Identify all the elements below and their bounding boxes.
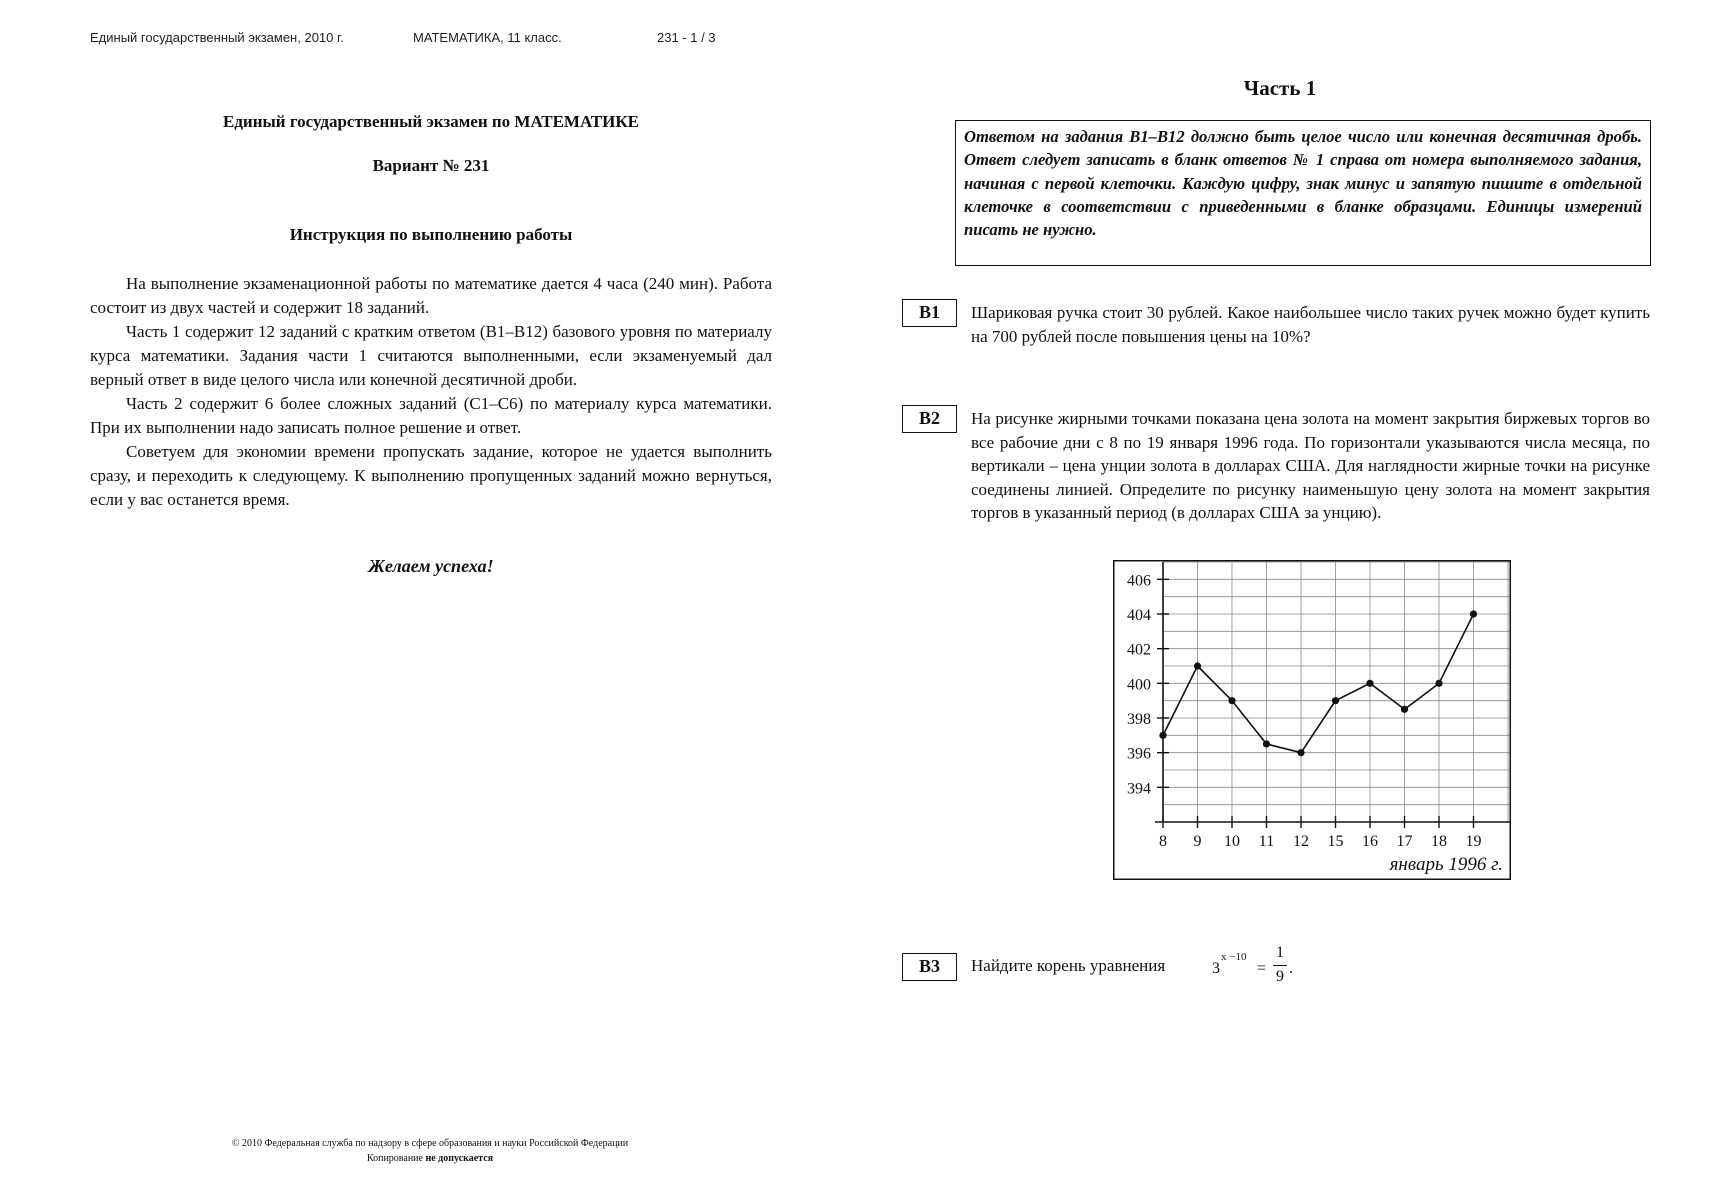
equation-base: 3 <box>1212 960 1220 977</box>
task-text-b1: Шариковая ручка стоит 30 рублей. Какое наибольшее число таких ручек можно будет купить на 700 рублей после повышения цены на 10%? <box>971 303 1650 346</box>
y-tick-label: 402 <box>1127 641 1151 659</box>
instruction-title: Инструкция по выполнению работы <box>289 225 573 244</box>
x-tick-label: 16 <box>1362 833 1378 850</box>
instruction-paragraph: Советуем для экономии времени пропускать задание, которое не удается выполнить сразу, и переходить к следующему. К выполнению пропущенных заданий можно вернуться, если у вас останется время. <box>90 442 772 509</box>
data-point <box>1366 680 1373 687</box>
part-title: Часть 1 <box>1243 76 1317 100</box>
task-label-b3: B3 <box>902 953 957 981</box>
task-b3-prompt: Найдите корень уравнения <box>971 956 1166 975</box>
data-point <box>1401 706 1408 713</box>
x-tick-label: 12 <box>1293 833 1309 850</box>
chart-axes <box>1155 562 1510 822</box>
data-point <box>1159 732 1166 739</box>
data-point <box>1263 740 1270 747</box>
fraction-numerator: 1 <box>1276 944 1284 961</box>
footer <box>160 1136 700 1166</box>
x-tick-label: 8 <box>1159 833 1167 850</box>
instruction-paragraph: Часть 1 содержит 12 заданий с кратким ответом (В1–В12) базового уровня по материалу курса математики. Задания части 1 считаются выполненными, если экзаменуемый дал верный ответ в виде целого числа или конечной десятичной дроби. <box>90 322 772 389</box>
equation-exponent: x −10 <box>1221 951 1247 963</box>
data-point <box>1435 680 1442 687</box>
wish-text: Желаем успеха! <box>368 556 494 576</box>
header-subject: МАТЕМАТИКА, 11 класс. <box>413 30 562 45</box>
answer-instruction-box: Ответом на задания В1–В12 должно быть целое число или конечная десятичная дробь. Ответ следует записать в бланк ответов № 1 справа от номера выполняемого задания, начиная с первой клеточки. Каждую цифру, знак минус и запятую пишите в отдельной клеточке в соответствии с приведенными в бланке образцами. Единицы измерений писать не нужно. <box>955 120 1651 266</box>
fraction-bar <box>1273 965 1287 966</box>
header-exam: Единый государственный экзамен, 2010 г. <box>90 30 344 45</box>
variant-title: Вариант № 231 <box>372 156 490 175</box>
instruction-paragraph: Часть 2 содержит 6 более сложных заданий (С1–С6) по материалу курса математики. При их выполнении надо записать полное решение и ответ. <box>90 394 772 437</box>
task-text-b2: На рисунке жирными точками показана цена золота на момент закрытия биржевых торгов во все рабочие дни с 8 по 19 января 1996 года. По горизонтали указываются числа месяца, по вертикали – цена унции золота в долларах США. Для наглядности жирные точки на рисунке соединены линией. Определите по рисунку наименьшую цену золота на момент закрытия торгов в указанный период (в долларах США за унцию). <box>971 409 1650 522</box>
instruction-paragraph: На выполнение экзаменационной работы по математике дается 4 часа (240 мин). Работа состоит из двух частей и содержит 18 заданий. <box>90 274 772 317</box>
x-tick-label: 19 <box>1465 833 1482 850</box>
footer-copy-label: Копирование <box>366 1153 426 1164</box>
task-label-b1: B1 <box>902 299 957 327</box>
y-tick-label: 406 <box>1127 572 1151 590</box>
exam-title: Единый государственный экзамен по МАТЕМАТИКЕ <box>222 112 639 131</box>
equation-equals: = <box>1257 960 1267 977</box>
fraction-denominator: 9 <box>1276 968 1284 985</box>
footer-copy-restriction: не допускается <box>425 1153 494 1164</box>
chart-frame <box>1114 561 1511 880</box>
task-text-b3 <box>971 955 1165 977</box>
y-tick-label: 400 <box>1127 676 1151 694</box>
x-tick-label: 18 <box>1431 833 1447 850</box>
data-point <box>1470 610 1477 617</box>
data-point <box>1297 749 1304 756</box>
y-tick-label: 394 <box>1127 780 1151 798</box>
chart-grid <box>1163 562 1510 822</box>
x-tick-label: 15 <box>1327 833 1344 850</box>
data-point <box>1228 697 1235 704</box>
data-point <box>1194 662 1201 669</box>
gold-price-chart <box>1113 560 1511 880</box>
x-axis-label: январь 1996 г. <box>1389 854 1503 875</box>
x-tick-label: 9 <box>1193 833 1202 850</box>
y-tick-label: 398 <box>1127 711 1151 728</box>
task-label-b2: B2 <box>902 405 957 433</box>
equation-period: . <box>1289 960 1293 977</box>
x-tick-label: 17 <box>1396 833 1413 850</box>
x-tick-label: 10 <box>1224 833 1240 850</box>
data-point <box>1332 697 1339 704</box>
instruction-paragraphs <box>90 272 772 512</box>
y-tick-label: 396 <box>1127 745 1151 763</box>
x-tick-label: 11 <box>1258 833 1275 850</box>
y-tick-label: 404 <box>1127 607 1151 624</box>
header-page: 231 - 1 / 3 <box>657 30 716 45</box>
footer-copyright: © 2010 Федеральная служба по надзору в сфере образования и науки Российской Федерации <box>231 1138 629 1149</box>
